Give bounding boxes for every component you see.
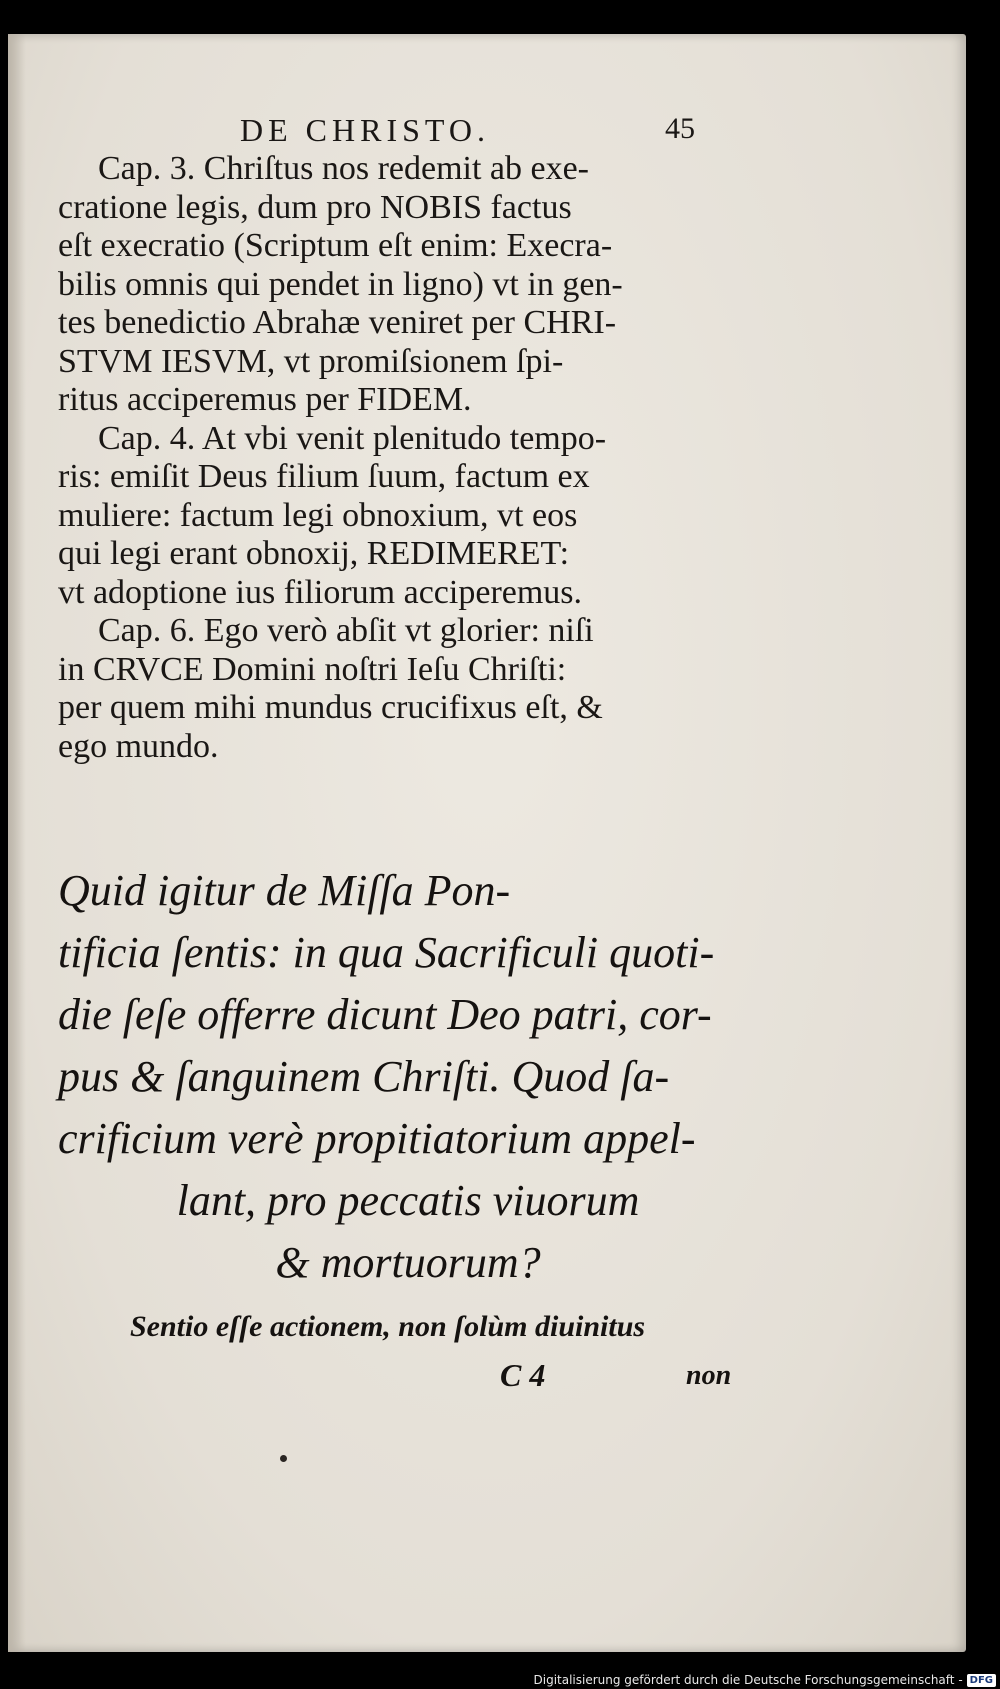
text-line: Cap. 4. At vbi venit plenitudo tempo- (98, 419, 607, 457)
scripture-passages (58, 150, 758, 766)
credit-text: Digitalisierung gefördert durch die Deutsche Forschungsgemeinschaft - (533, 1673, 963, 1687)
ink-speck (280, 1455, 287, 1462)
running-head: DE CHRISTO. (240, 112, 490, 148)
digitization-credit (534, 1673, 997, 1687)
text-line: cratione legis, dum pro NOBIS factus (58, 188, 572, 226)
dfg-logo-icon: DFG (967, 1674, 996, 1687)
question-line: Quid igitur de Miſſa Pon- (58, 866, 511, 915)
text-line: in CRVCE Domini noſtri Ieſu Chriſti: (58, 650, 567, 688)
question-line: crificium verè propitiatorium appel- (58, 1114, 696, 1163)
text-line: per quem mihi mundus crucifixus eſt, & (58, 689, 603, 726)
catchword: non (686, 1360, 732, 1391)
question-line: tificia ſentis: in qua Sacrificuli quoti- (58, 928, 715, 977)
text-line: ritus acciperemus per FIDEM. (58, 381, 472, 418)
text-line: eſt execratio (Scriptum eſt enim: Execra- (58, 227, 613, 264)
signature-mark: C 4 (500, 1357, 546, 1393)
page-gutter-shadow (8, 34, 26, 1652)
text-line: ris: emiſit Deus filium ſuum, factum ex (58, 458, 590, 495)
question-line: & mortuorum? (275, 1238, 541, 1287)
question-heading (58, 860, 758, 1294)
text-line: muliere: factum legi obnoxium, vt eos (58, 496, 578, 534)
paragraph-cap-4 (58, 420, 758, 613)
text-line: qui legi erant obnoxij, REDIMERET: (58, 535, 570, 572)
question-line: die ſeſe offerre dicunt Deo patri, cor- (58, 990, 712, 1039)
paragraph-cap-3 (58, 150, 758, 420)
answer-first-line: Sentio eſſe actionem, non ſolùm diuinitus (130, 1310, 646, 1343)
text-line: Cap. 3. Chriſtus nos redemit ab exe- (98, 150, 590, 187)
page-number: 45 (665, 112, 695, 145)
text-line: tes benedictio Abrahæ veniret per CHRI- (58, 304, 617, 341)
paragraph-cap-6 (58, 612, 758, 766)
text-line: bilis omnis qui pendet in ligno) vt in gen- (58, 265, 623, 303)
question-line: lant, pro peccatis viuorum (176, 1176, 640, 1225)
question-line: pus & ſanguinem Chriſti. Quod ſa- (58, 1052, 670, 1101)
text-line: Cap. 6. Ego verò abſit vt glorier: niſi (98, 612, 594, 649)
text-line: STVM IESVM, vt promiſsionem ſpi- (58, 342, 564, 380)
text-line: ego mundo. (58, 727, 219, 765)
text-line: vt adoptione ius filiorum acciperemus. (58, 573, 583, 611)
